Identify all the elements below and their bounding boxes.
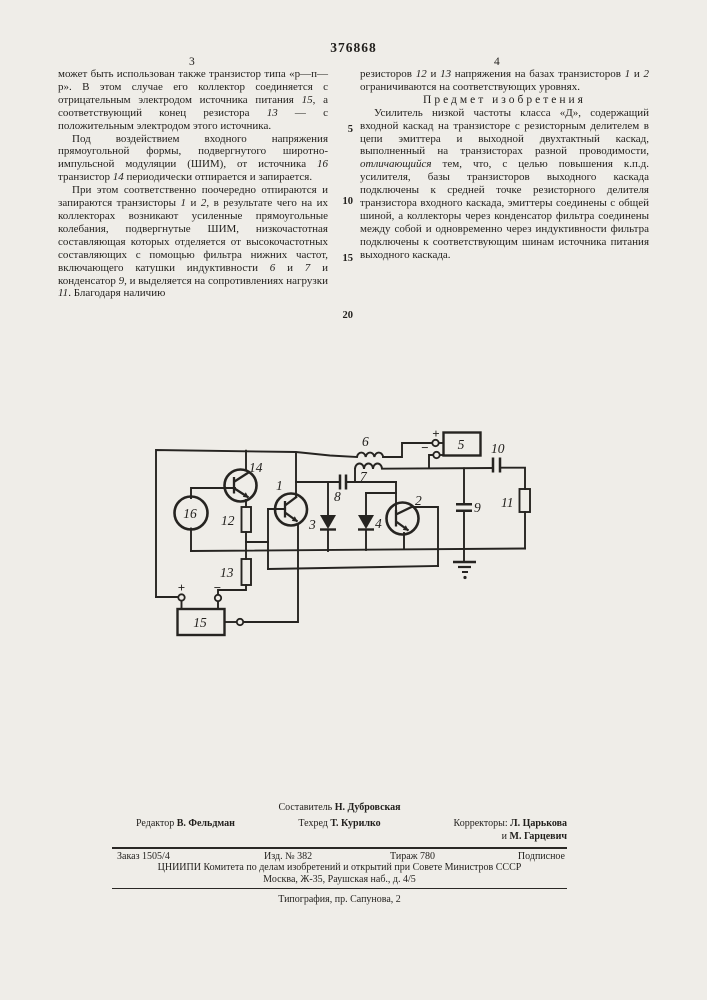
resistor-11 bbox=[520, 489, 531, 512]
label-4: 4 bbox=[375, 516, 382, 531]
issue-number: Изд. № 382 bbox=[264, 851, 313, 862]
circuit-figure bbox=[145, 420, 545, 650]
resistor-13 bbox=[242, 559, 252, 585]
label-13: 13 bbox=[220, 565, 234, 580]
label-14: 14 bbox=[249, 460, 263, 475]
label-7: 7 bbox=[360, 469, 367, 484]
order-number: Заказ 1505/4 bbox=[117, 851, 170, 862]
footer-rule-bottom bbox=[112, 888, 567, 889]
terminal-minus-5 bbox=[433, 452, 439, 458]
line-number-15: 15 bbox=[342, 253, 353, 264]
label-11: 11 bbox=[501, 495, 514, 510]
wire-cap10-to-r11 bbox=[501, 468, 525, 489]
minus-sign-15: − bbox=[213, 580, 222, 595]
column-page-number-right: 4 bbox=[494, 56, 500, 68]
label-10: 10 bbox=[491, 441, 505, 456]
terminal-minus-15 bbox=[215, 595, 221, 601]
capacitor-10 bbox=[493, 458, 500, 473]
label-8: 8 bbox=[334, 489, 341, 504]
compiler-line: Составитель Н. Дубровская bbox=[278, 802, 401, 813]
ground-symbol bbox=[453, 562, 476, 579]
column-page-number-left: 3 bbox=[189, 56, 195, 68]
wire-r13-bottom bbox=[218, 585, 246, 595]
label-5: 5 bbox=[457, 437, 465, 452]
diode-3 bbox=[320, 515, 336, 529]
label-12: 12 bbox=[221, 513, 235, 528]
label-16: 16 bbox=[183, 506, 197, 521]
inductor-6 bbox=[357, 453, 383, 457]
label-3: 3 bbox=[309, 517, 316, 532]
imprint-footer bbox=[112, 800, 567, 915]
paragraph: При этом соответственно поочередно отпираются и запираются транзисторы 1 и 2, в результате чего на их коллекторах возникают усиленные прямоугольные колебания, подвергнутые ШИМ, низкочастотная составляющая которых отделяется от высокочастотных составляющих с помощью фильтра нижних частот, включающего катушки индуктивности 6 и 7 и конденсатор 9, и выделяется на сопротивлениях нагрузки 11. Благодаря наличию bbox=[58, 184, 329, 300]
transistor-1-symbol bbox=[285, 497, 298, 522]
line-number-10: 10 bbox=[342, 196, 353, 207]
label-15: 15 bbox=[193, 615, 207, 630]
print-run: Тираж 780 bbox=[390, 851, 436, 862]
circuit-wires bbox=[156, 443, 525, 622]
terminals bbox=[178, 440, 439, 625]
label-1: 1 bbox=[276, 478, 283, 493]
terminal-input-15 bbox=[237, 619, 243, 625]
capacitor-8 bbox=[340, 475, 346, 490]
wire-t2-collector bbox=[413, 507, 438, 566]
editor-line: Редактор В. Фельдман bbox=[136, 818, 235, 829]
resistor-12 bbox=[242, 507, 252, 532]
terminal-plus-15 bbox=[178, 594, 184, 600]
printing-house: Типография, пр. Сапунова, 2 bbox=[278, 894, 401, 905]
circuit-diagram-svg bbox=[145, 420, 545, 650]
left-text-column bbox=[58, 68, 328, 300]
paragraph: может быть использован также транзистор типа «р—п—р». В этом случае его коллектор соединяется с отрицательным электродом источника питания 15, а соответствующий конец резистора 13 — с положительным электродом этого источника. bbox=[58, 68, 328, 132]
address: Москва, Ж-35, Раушская наб., д. 4/5 bbox=[263, 874, 416, 885]
wire-minus2-drop bbox=[429, 455, 433, 468]
line-number-20: 20 bbox=[342, 310, 353, 321]
diode-4 bbox=[358, 515, 374, 529]
claims-heading: Предмет изобретения bbox=[423, 93, 586, 106]
label-2: 2 bbox=[415, 493, 422, 508]
correctors-line2: и М. Гарцевич bbox=[501, 831, 567, 842]
paragraph: Под воздействием входного напряжения прямоугольной формы, подвергнутого широтно-импульсной модуляции (ШИМ), от источника 16 транзистор 14 периодически отпирается и запирается. bbox=[58, 132, 328, 184]
plus-sign-15: + bbox=[177, 580, 186, 595]
wire-bus-a bbox=[191, 549, 525, 552]
claims-paragraph: Усилитель низкой частоты класса «Д», содержащий входной каскад на транзисторе с резисторным делителем в цепи эмиттера и выходной двухтактный каскад, выполненный на транзисторах разной проводимости, отличающийся тем, что, с целью повышения к.п.д. усилителя, базы транзисторов выходного каскада подключены к средней точке резисторного делителя транзистора входного каскада, эмиттеры соединены с общей шиной, а коллекторы через конденсатор фильтра соединены между собой и одновременно через индуктивности фильтра подключены к соответствующим шинам источника питания выходного каскада. bbox=[360, 106, 649, 261]
patent-number: 376868 bbox=[330, 40, 377, 55]
ground-dot bbox=[463, 576, 466, 579]
techred-line: Техред Т. Курилко bbox=[298, 818, 381, 829]
diodes bbox=[320, 515, 374, 530]
minus-sign-5: − bbox=[421, 440, 429, 455]
footer-rule-top bbox=[112, 847, 567, 849]
subscription: Подписное bbox=[517, 851, 565, 862]
wire-bus-b bbox=[268, 566, 438, 569]
correctors-line: Корректоры: Л. Царькова bbox=[453, 818, 567, 829]
plus-sign-5: + bbox=[432, 426, 440, 441]
label-9: 9 bbox=[474, 500, 481, 515]
wire-output-rail bbox=[382, 468, 492, 469]
right-text-column bbox=[360, 68, 649, 262]
transistor-2-circle bbox=[387, 503, 419, 535]
capacitor-9 bbox=[456, 504, 472, 511]
paragraph: резисторов 12 и 13 напряжения на базах транзисторов 1 и 2 ограничиваются на соответствующих уровнях. bbox=[360, 68, 649, 93]
transistor-2-symbol bbox=[396, 507, 413, 531]
label-6: 6 bbox=[362, 434, 369, 449]
organization: ЦНИИПИ Комитета по делам изобретений и открытий при Совете Министров СССР bbox=[157, 862, 522, 873]
line-number-5: 5 bbox=[347, 124, 353, 135]
